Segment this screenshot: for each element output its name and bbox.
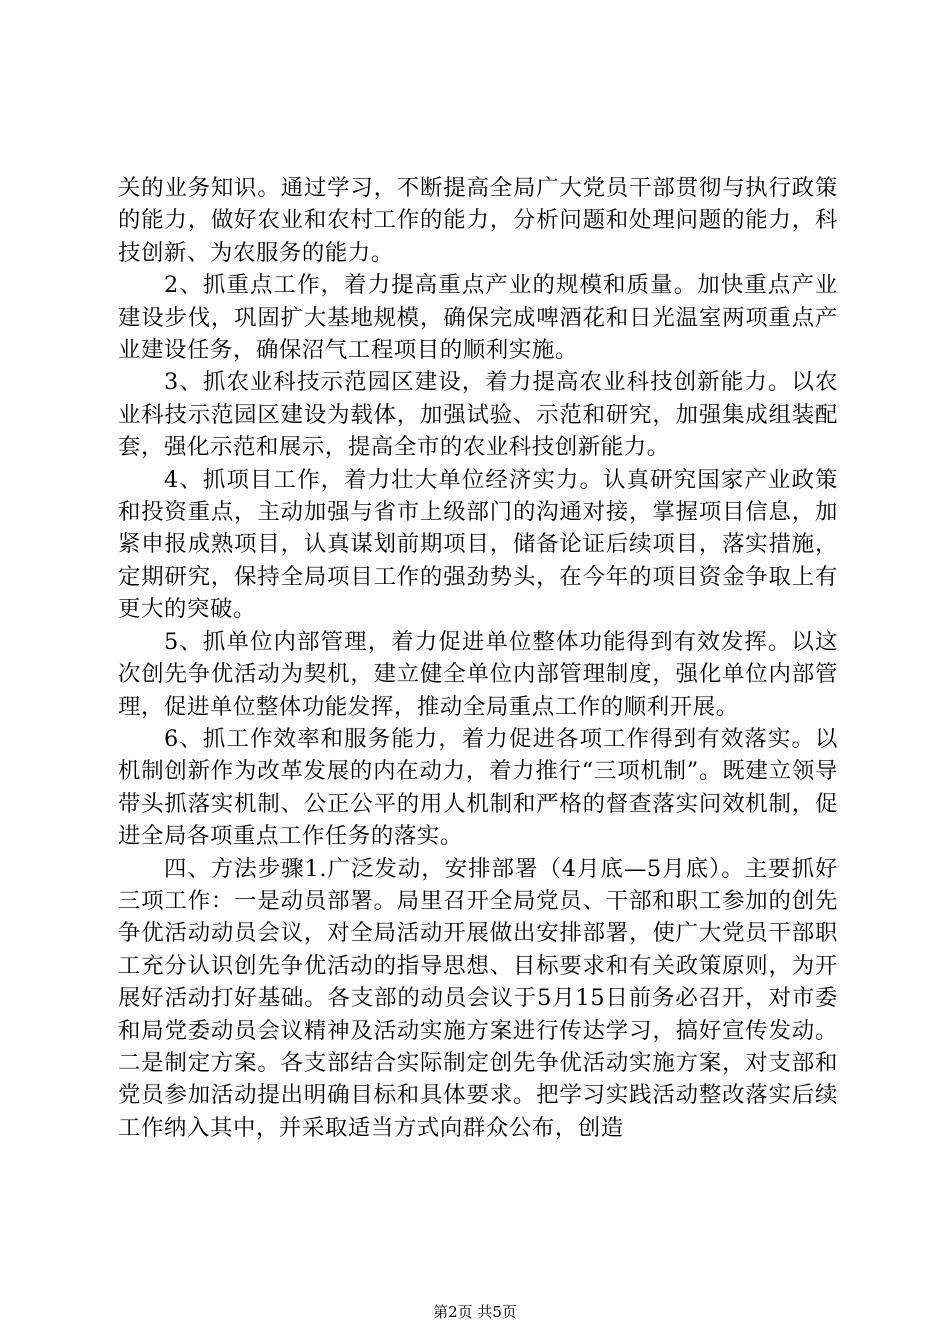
paragraph-section-4: 四、方法步骤1.广泛发动，安排部署（4月底—5月底）。主要抓好三项工作：一是动员部署。局里召开全局党员、干部和职工参加的创先争优活动动员会议，对全局活动开展做出安排部署，使广大党员干部职工充分认识创先争优活动的指导思想、目标要求和有关政策原则，为开展好活动打好基础。各支部的动员会议于5月15日前务必召开，对市委和局党委动员会议精神及活动实施方案进行传达学习，搞好宣传发动。二是制定方案。各支部结合实际制定创先争优活动实施方案，对支部和党员参加活动提出明确目标和具体要求。把学习实践活动整改落实后续工作纳入其中，并采取适当方式向群众公布，创造 <box>118 855 838 1141</box>
page-number-footer: 第2页 共5页 <box>433 1303 517 1321</box>
paragraph-item-2: 2、抓重点工作，着力提高重点产业的规模和质量。加快重点产业建设步伐，巩固扩大基地规模，确保完成啤酒花和日光温室两项重点产业建设任务，确保沼气工程项目的顺利实施。 <box>118 272 838 364</box>
document-body <box>118 172 838 1144</box>
paragraph-item-4: 4、抓项目工作，着力壮大单位经济实力。认真研究国家产业政策和投资重点，主动加强与省市上级部门的沟通对接，掌握项目信息，加紧申报成熟项目，认真谋划前期项目，储备论证后续项目，落实措施，定期研究，保持全局项目工作的强劲势头，在今年的项目资金争取上有更大的突破。 <box>118 466 838 623</box>
paragraph-continuation: 关的业务知识。通过学习，不断提高全局广大党员干部贯彻与执行政策的能力，做好农业和农村工作的能力，分析问题和处理问题的能力，科技创新、为农服务的能力。 <box>118 175 838 266</box>
paragraph-item-3: 3、抓农业科技示范园区建设，着力提高农业科技创新能力。以农业科技示范园区建设为载体，加强试验、示范和研究，加强集成组装配套，强化示范和展示，提高全市的农业科技创新能力。 <box>118 369 838 461</box>
paragraph-item-5: 5、抓单位内部管理，着力促进单位整体功能得到有效发挥。以这次创先争优活动为契机，建立健全单位内部管理制度，强化单位内部管理，促进单位整体功能发挥，推动全局重点工作的顺利开展。 <box>118 628 838 720</box>
paragraph-item-6: 6、抓工作效率和服务能力，着力促进各项工作得到有效落实。以机制创新作为改革发展的内在动力，着力推行“三项机制”。既建立领导带头抓落实机制、公正公平的用人机制和严格的督查落实问效机制，促进全局各项重点工作任务的落实。 <box>118 725 838 850</box>
